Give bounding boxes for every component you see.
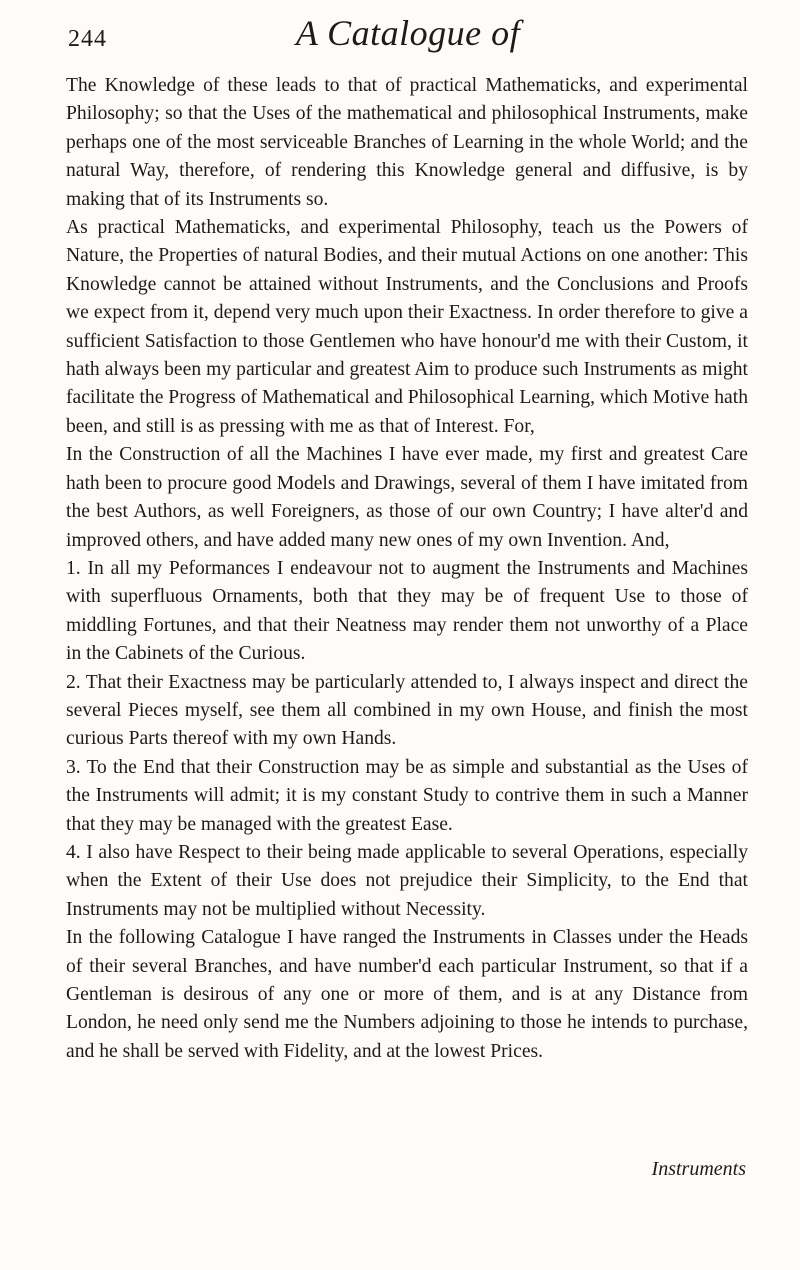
running-head: A Catalogue of xyxy=(295,13,521,53)
paragraph-point-1: 1. In all my Peformances I endeavour not to augment the Instruments and Machines with superfluous Ornaments, both that they may be of frequent Use to those of middling Fortunes, and that their Neatness may render them not unworthy of a Place in the Cabinets of the Curious. xyxy=(66,557,748,665)
paragraph-point-2: 2. That their Exactness may be particularly attended to, I always inspect and direct the several Pieces myself, see them all combined in my own House, and finish the most curious Parts thereof with my own Hands. xyxy=(66,671,748,750)
page-header xyxy=(68,12,748,68)
paragraph-catalogue: In the following Catalogue I have ranged the Instruments in Classes under the Heads of their several Branches, and have number'd each particular Instrument, so that if a Gentleman is desirous of any one or more of them, and is at any Distance from London, he need only send me the Numbers adjoining to those he intends to purchase, and he shall be served with Fidelity, and at the lowest Prices. xyxy=(66,927,748,1062)
page-number: 244 xyxy=(68,26,107,52)
catchword: Instruments xyxy=(651,1158,746,1180)
paragraph-knowledge: The Knowledge of these leads to that of practical Mathematicks, and experimental Philosophy; so that the Uses of the mathematical and philosophical Instruments, make perhaps one of the most serviceable Branches of Learning in the whole World; and the natural Way, therefore, of rendering this Knowledge general and diffusive, is by making that of its Instruments so. xyxy=(66,75,748,210)
paragraph-point-4: 4. I also have Respect to their being made applicable to several Operations, especially when the Extent of their Use does not prejudice their Simplicity, to the End that Instruments may not be multiplied without Necessity. xyxy=(66,841,748,920)
paragraph-construction: In the Construction of all the Machines I have ever made, my first and greatest Care hath been to procure good Models and Drawings, several of them I have imitated from the best Authors, as well Foreigners, as those of our own Country; I have alter'd and improved others, and have added many new ones of my own Invention. And, xyxy=(66,444,748,551)
paragraph-practical-mathematicks: As practical Mathematicks, and experimental Philosophy, teach us the Powers of Nature, the Properties of natural Bodies, and their mutual Actions on one another: This Knowledge cannot be attained without Instruments, and the Conclusions and Proofs we expect from it, depend very much upon their Exactness. In order therefore to give a sufficient Satisfaction to those Gentlemen who have honour'd me with their Custom, it hath always been my particular and greatest Aim to produce such Instruments as might facilitate the Progress of Mathematical and Philosophical Learning, which Motive hath been, and still is as pressing with me as that of Interest. For, xyxy=(66,217,748,437)
paragraph-point-3: 3. To the End that their Construction may be as simple and substantial as the Uses of the Instruments will admit; it is my constant Study to contrive them in such a Manner that they may be managed with the greatest Ease. xyxy=(66,756,748,835)
body-text xyxy=(66,72,748,1066)
